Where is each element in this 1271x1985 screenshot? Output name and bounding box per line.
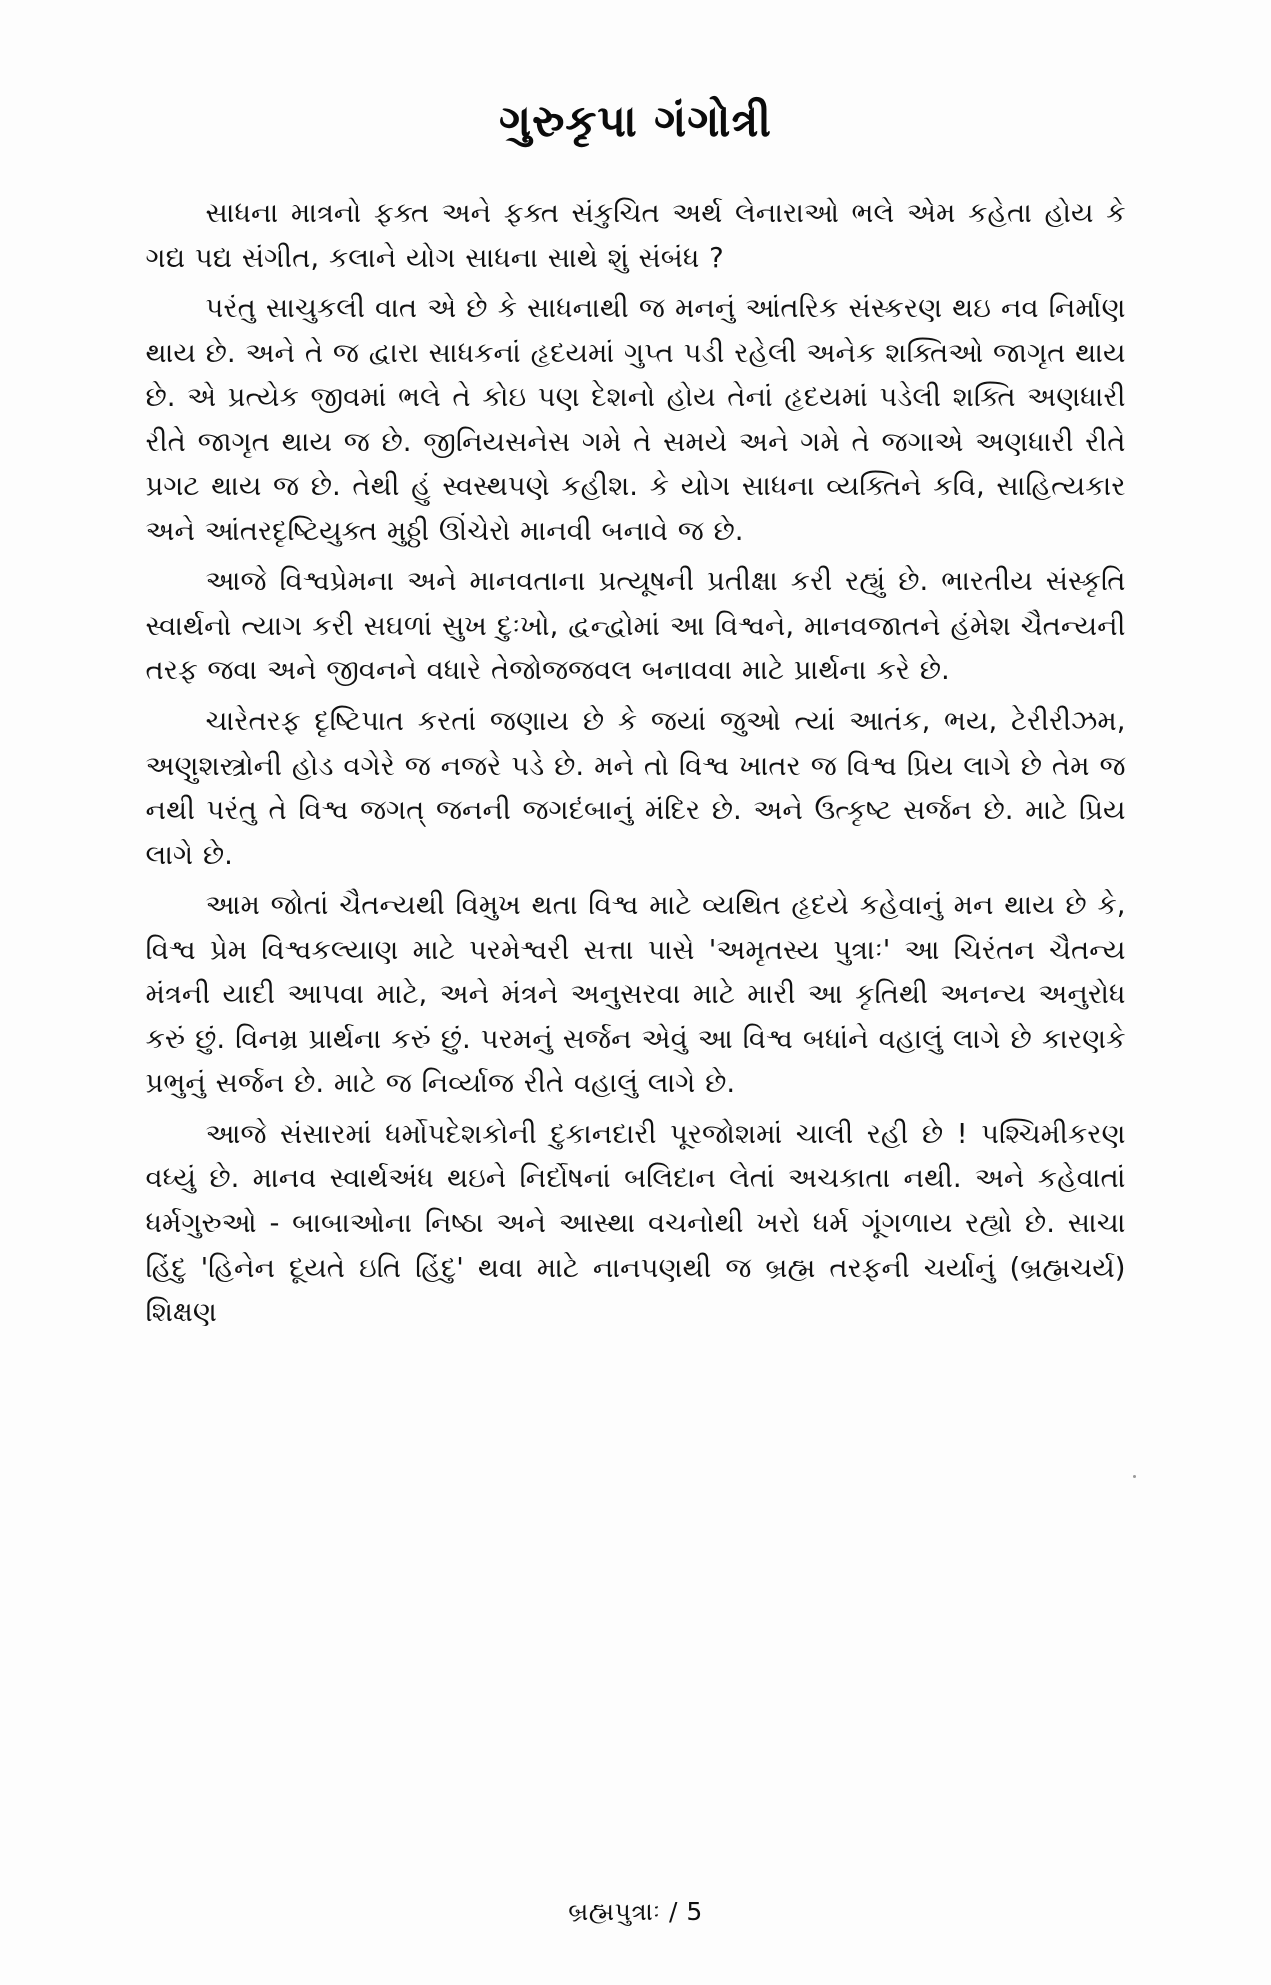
paragraph: સાધના માત્રનો ફક્ત અને ફક્ત સંકુચિત અર્થ લેનારાઓ ભલે એમ કહેતા હોય કે ગદ્ય પદ્ય સંગીત, કલાને યોગ સાધના સાથે શું સંબંધ ? — [145, 197, 1126, 274]
page-title: ગુરુકૃપા ગંગોત્રી — [499, 96, 772, 147]
paragraph: આમ જોતાં ચૈતન્યથી વિમુખ થતા વિશ્વ માટે વ્યથિત હૃદયે કહેવાનું મન થાય છે કે, વિશ્વ પ્રેમ વિશ્વકલ્યાણ માટે પરમેશ્વરી સત્તા પાસે 'અમૃતસ્ય પુત્રાઃ' આ ચિરંતન ચૈતન્ય મંત્રની યાદી આપવા માટે, અને મંત્રને અનુસરવા માટે મારી આ કૃતિથી અનન્ય અનુરોધ કરું છું. વિનમ્ર પ્રાર્થના કરું છું. પરમનું સર્જન એવું આ વિશ્વ બધાંને વહાલું લાગે છે કારણકે પ્રભુનું સર્જન છે. માટે જ નિર્વ્યાજ રીતે વહાલું લાગે છે. — [145, 889, 1126, 1100]
paragraph: પરંતુ સાચુકલી વાત એ છે કે સાધનાથી જ મનનું આંતરિક સંસ્કરણ થઇ નવ નિર્માણ થાય છે. અને તે જ દ્વારા સાધકનાં હૃદયમાં ગુપ્ત પડી રહેલી અનેક શક્તિઓ જાગૃત થાય છે. એ પ્રત્યેક જીવમાં ભલે તે કોઇ પણ દેશનો હોય તેનાં હૃદયમાં પડેલી શક્તિ અણધારી રીતે જાગૃત થાય જ છે. જીનિયસનેસ ગમે તે સમયે અને ગમે તે જગાએ અણધારી રીતે પ્રગટ થાય જ છે. તેથી હું સ્વસ્થપણે કહીશ. કે યોગ સાધના વ્યક્તિને કવિ, સાહિત્યકાર અને આંતરદૃષ્ટિયુક્ત મુઠ્ઠી ઊંચેરો માનવી બનાવે જ છે. — [145, 292, 1126, 547]
body-text — [146, 147, 1126, 1335]
paragraph: ચારેતરફ દૃષ્ટિપાત કરતાં જણાય છે કે જયાં જુઓ ત્યાં આતંક, ભય, ટેરીરીઝમ, અણુશસ્ત્રોની હોડ વગેરે જ નજરે પડે છે. મને તો વિશ્વ ખાતર જ વિશ્વ પ્રિય લાગે છે તેમ જ નથી પરંતુ તે વિશ્વ જગત્ જનની જગદંબાનું મંદિર છે. અને ઉત્કૃષ્ટ સર્જન છે. માટે પ્રિય લાગે છે. — [145, 705, 1126, 871]
page-speck — [1133, 1475, 1136, 1478]
paragraph: આજે વિશ્વપ્રેમના અને માનવતાના પ્રત્યૂષની પ્રતીક્ષા કરી રહ્યું છે. ભારતીય સંસ્કૃતિ સ્વાર્થનો ત્યાગ કરી સઘળાં સુખ દુઃખો, દ્વન્દ્વોમાં આ વિશ્વને, માનવજાતને હંમેશ ચૈતન્યની તરફ જવા અને જીવનને વધારે તેજોજજવલ બનાવવા માટે પ્રાર્થના કરે છે. — [145, 565, 1126, 687]
paragraph: આજે સંસારમાં ધર્મોપદેશકોની દુકાનદારી પૂરજોશમાં ચાલી રહી છે ! પશ્ચિમીકરણ વધ્યું છે. માનવ સ્વાર્થઅંધ થઇને નિર્દોષનાં બલિદાન લેતાં અચકાતા નથી. અને કહેવાતાં ધર્મગુરુઓ - બાબાઓના નિષ્ઠા અને આસ્થા વચનોથી ખરો ધર્મ ગૂંગળાય રહ્યો છે. સાચા હિંદુ 'હિનેન દૂયતે ઇતિ હિંદુ' થવા માટે નાનપણથી જ બ્રહ્મ તરફની ચર્યાનું (બ્રહ્મચર્ય) શિક્ષણ — [145, 1117, 1126, 1329]
page-footer: બ્રહ્મપુત્રાઃ / 5 — [568, 1897, 703, 1926]
